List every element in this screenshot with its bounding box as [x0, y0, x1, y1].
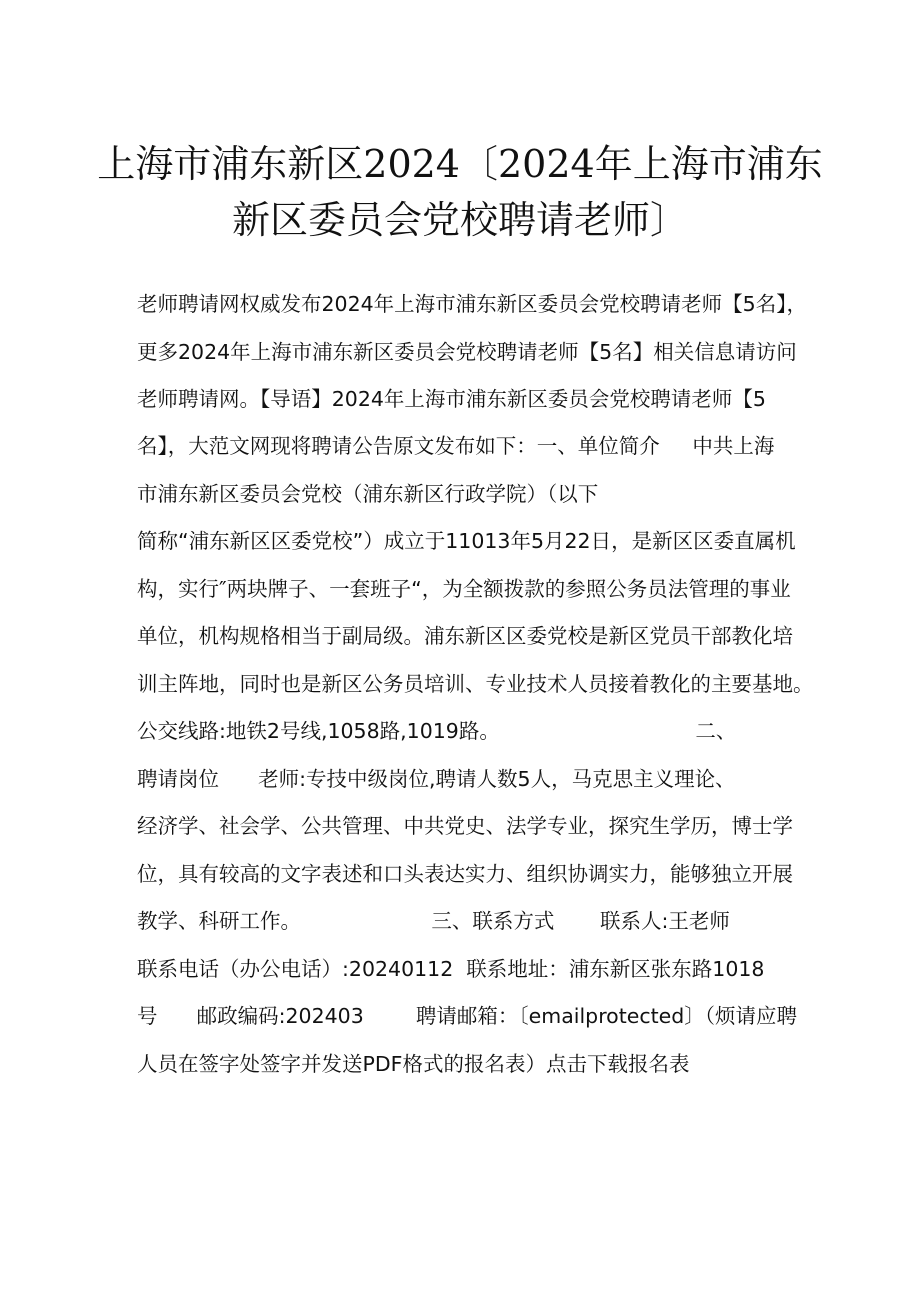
body-line: 联系电话（办公电话）:20240112 联系地址：浦东新区张东路1018 — [137, 957, 765, 981]
body-line: 经济学、社会学、公共管理、中共党史、法学专业，探究生学历，博士学 — [137, 814, 793, 838]
body-line: 聘请岗位 老师:专技中级岗位,聘请人数5人，马克思主义理论、 — [137, 767, 736, 791]
body-line: 构，实行″两块牌子、一套班子“，为全额拨款的参照公务员法管理的事业 — [137, 577, 791, 601]
body-line: 名】，大范文网现将聘请公告原文发布如下：一、单位简介 中共上海 — [137, 434, 775, 458]
body-line: 老师聘请网权威发布2024年上海市浦东新区委员会党校聘请老师【5名】， — [137, 292, 807, 316]
body-line: 公交线路:地铁2号线,1058路,1019路。 二、 — [137, 719, 737, 743]
body-line: 号 邮政编码:202403 聘请邮箱：〔emailprotected〕（烦请应聘 — [137, 1004, 798, 1028]
body-line: 单位，机构规格相当于副局级。浦东新区区委党校是新区党员干部教化培 — [137, 624, 793, 648]
body-line: 老师聘请网。【导语】2024年上海市浦东新区委员会党校聘请老师【5 — [137, 387, 766, 411]
body-line: 简称“浦东新区区委党校”）成立于11013年5月22日，是新区区委直属机 — [137, 529, 796, 553]
document-title-line-1: 上海市浦东新区2024〔2024年上海市浦东 — [97, 142, 823, 186]
body-line: 更多2024年上海市浦东新区委员会党校聘请老师【5名】相关信息请访问 — [137, 340, 797, 364]
body-line: 教学、科研工作。 三、联系方式 联系人:王老师 — [137, 909, 730, 933]
body-line: 训主阵地，同时也是新区公务员培训、专业技术人员接着教化的主要基地。 — [137, 672, 814, 696]
body-line: 人员在签字处签字并发送PDF格式的报名表）点击下载报名表 — [137, 1052, 690, 1076]
document-title-line-2: 新区委员会党校聘请老师〕 — [231, 198, 688, 242]
body-line: 市浦东新区委员会党校（浦东新区行政学院）（以下 — [137, 482, 599, 506]
body-line: 位，具有较高的文字表述和口头表达实力、组织协调实力，能够独立开展 — [137, 862, 793, 886]
